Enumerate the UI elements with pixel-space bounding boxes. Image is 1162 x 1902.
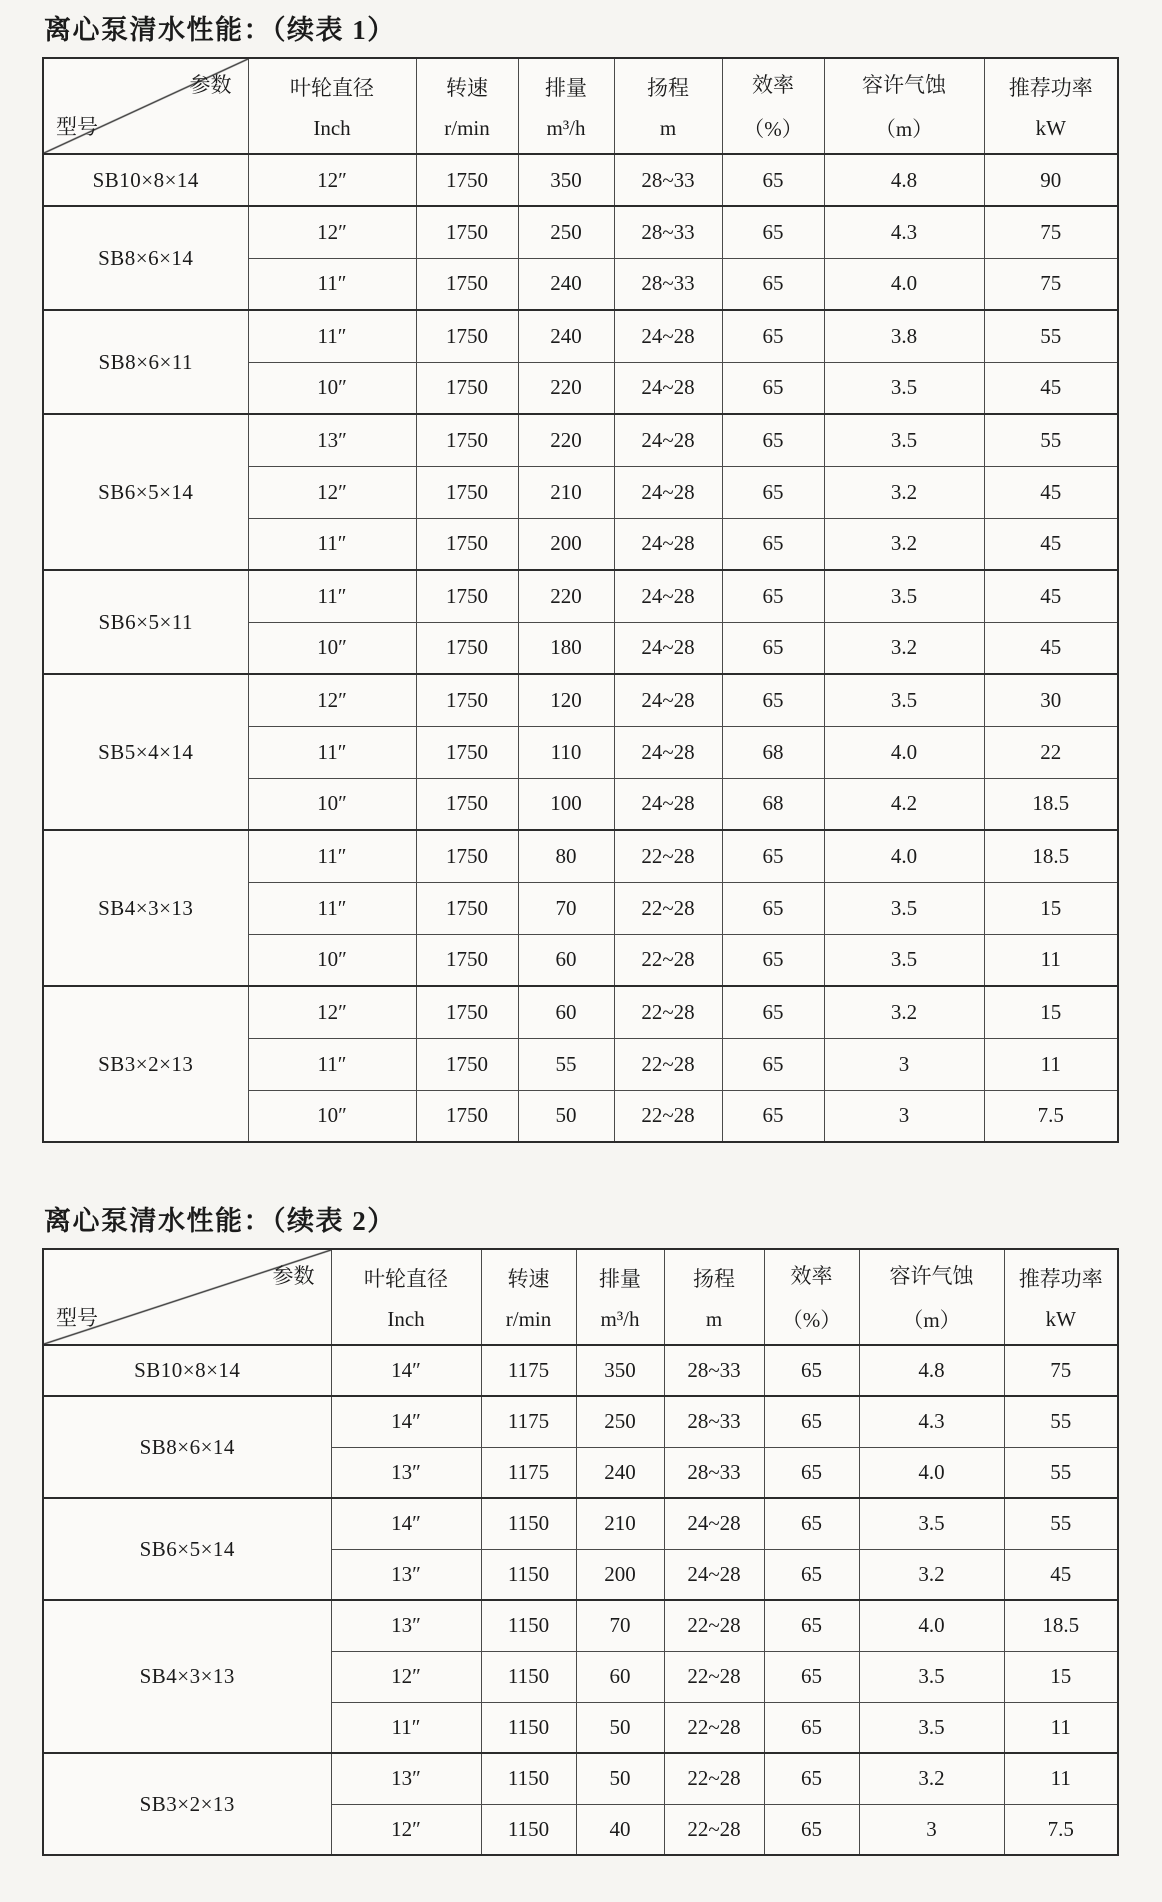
column-header-unit: （m） [874, 117, 934, 141]
power-cell: 45 [984, 518, 1118, 570]
column-header-name: 转速 [507, 1266, 550, 1291]
column-header-name: 效率 [790, 1264, 833, 1288]
speed-cell: 1175 [481, 1396, 576, 1447]
model-cell: SB3×2×13 [43, 1753, 331, 1855]
flow-cell: 210 [518, 466, 614, 518]
power-cell: 55 [1004, 1498, 1118, 1549]
head-cell: 22~28 [664, 1702, 764, 1753]
column-header [576, 1249, 664, 1345]
column-header-name: 叶轮直径 [290, 75, 374, 100]
table-row [43, 414, 1118, 466]
head-cell: 22~28 [664, 1804, 764, 1855]
speed-cell: 1150 [481, 1498, 576, 1549]
speed-cell: 1750 [416, 362, 518, 414]
column-header-unit: （%） [781, 1308, 842, 1332]
flow-cell: 50 [576, 1702, 664, 1753]
impeller-diameter-cell: 11″ [248, 726, 416, 778]
head-cell: 28~33 [664, 1447, 764, 1498]
power-cell: 11 [984, 934, 1118, 986]
column-header [518, 58, 614, 154]
table-row [43, 310, 1118, 362]
efficiency-cell: 65 [764, 1651, 859, 1702]
efficiency-cell: 65 [722, 206, 824, 258]
column-header [984, 58, 1118, 154]
impeller-diameter-cell: 13″ [248, 414, 416, 466]
column-header [248, 58, 416, 154]
impeller-diameter-cell: 11″ [248, 882, 416, 934]
speed-cell: 1750 [416, 518, 518, 570]
model-cell: SB8×6×14 [43, 206, 248, 310]
flow-cell: 200 [576, 1549, 664, 1600]
impeller-diameter-cell: 13″ [331, 1549, 481, 1600]
column-header [824, 58, 984, 154]
model-cell: SB8×6×11 [43, 310, 248, 414]
speed-cell: 1750 [416, 674, 518, 726]
header-corner-parameter: 参数 [189, 73, 232, 97]
power-cell: 90 [984, 154, 1118, 206]
table-body [43, 154, 1118, 1142]
model-cell: SB4×3×13 [43, 1600, 331, 1753]
power-cell: 15 [984, 882, 1118, 934]
column-header-unit: Inch [387, 1306, 425, 1331]
head-cell: 28~33 [664, 1345, 764, 1396]
npsh-cell: 3.2 [824, 518, 984, 570]
npsh-cell: 4.0 [824, 258, 984, 310]
flow-cell: 110 [518, 726, 614, 778]
head-cell: 24~28 [614, 310, 722, 362]
table-row [43, 570, 1118, 622]
speed-cell: 1150 [481, 1549, 576, 1600]
impeller-diameter-cell: 13″ [331, 1600, 481, 1651]
impeller-diameter-cell: 12″ [331, 1804, 481, 1855]
flow-cell: 350 [576, 1345, 664, 1396]
speed-cell: 1750 [416, 570, 518, 622]
head-cell: 24~28 [614, 362, 722, 414]
speed-cell: 1750 [416, 1038, 518, 1090]
impeller-diameter-cell: 11″ [248, 310, 416, 362]
efficiency-cell: 65 [722, 362, 824, 414]
table-row [43, 830, 1118, 882]
npsh-cell: 4.8 [824, 154, 984, 206]
head-cell: 22~28 [664, 1651, 764, 1702]
head-cell: 22~28 [614, 1090, 722, 1142]
efficiency-cell: 65 [722, 1038, 824, 1090]
power-cell: 15 [984, 986, 1118, 1038]
efficiency-cell: 65 [722, 258, 824, 310]
power-cell: 18.5 [1004, 1600, 1118, 1651]
impeller-diameter-cell: 11″ [248, 570, 416, 622]
column-header-unit: kW [1045, 1306, 1076, 1331]
npsh-cell: 3.5 [824, 934, 984, 986]
npsh-cell: 4.0 [824, 726, 984, 778]
head-cell: 24~28 [614, 778, 722, 830]
efficiency-cell: 65 [764, 1702, 859, 1753]
speed-cell: 1750 [416, 622, 518, 674]
column-header-name: 推荐功率 [1008, 75, 1093, 100]
head-cell: 22~28 [614, 986, 722, 1038]
diagonal-header-cell [43, 58, 248, 154]
speed-cell: 1750 [416, 258, 518, 310]
flow-cell: 70 [576, 1600, 664, 1651]
npsh-cell: 4.3 [859, 1396, 1004, 1447]
impeller-diameter-cell: 14″ [331, 1498, 481, 1549]
efficiency-cell: 65 [764, 1753, 859, 1804]
impeller-diameter-cell: 13″ [331, 1753, 481, 1804]
flow-cell: 120 [518, 674, 614, 726]
column-header-name: 效率 [752, 73, 794, 97]
efficiency-cell: 65 [722, 674, 824, 726]
model-cell: SB6×5×14 [43, 1498, 331, 1600]
head-cell: 24~28 [614, 466, 722, 518]
flow-cell: 240 [518, 258, 614, 310]
speed-cell: 1750 [416, 310, 518, 362]
impeller-diameter-cell: 12″ [248, 986, 416, 1038]
diagonal-header-cell [43, 1249, 331, 1345]
column-header [722, 58, 824, 154]
head-cell: 22~28 [614, 882, 722, 934]
head-cell: 22~28 [614, 830, 722, 882]
impeller-diameter-cell: 12″ [248, 674, 416, 726]
impeller-diameter-cell: 11″ [248, 518, 416, 570]
power-cell: 15 [1004, 1651, 1118, 1702]
speed-cell: 1750 [416, 1090, 518, 1142]
efficiency-cell: 65 [764, 1549, 859, 1600]
power-cell: 11 [1004, 1753, 1118, 1804]
head-cell: 24~28 [664, 1498, 764, 1549]
npsh-cell: 3 [824, 1038, 984, 1090]
power-cell: 18.5 [984, 830, 1118, 882]
efficiency-cell: 65 [722, 570, 824, 622]
efficiency-cell: 65 [764, 1345, 859, 1396]
flow-cell: 50 [518, 1090, 614, 1142]
speed-cell: 1750 [416, 206, 518, 258]
table-row [43, 1345, 1118, 1396]
npsh-cell: 3.2 [824, 622, 984, 674]
impeller-diameter-cell: 11″ [331, 1702, 481, 1753]
speed-cell: 1750 [416, 466, 518, 518]
power-cell: 45 [984, 570, 1118, 622]
npsh-cell: 4.3 [824, 206, 984, 258]
model-cell: SB3×2×13 [43, 986, 248, 1142]
impeller-diameter-cell: 12″ [331, 1651, 481, 1702]
efficiency-cell: 65 [764, 1447, 859, 1498]
power-cell: 55 [1004, 1396, 1118, 1447]
power-cell: 45 [1004, 1549, 1118, 1600]
npsh-cell: 4.0 [859, 1447, 1004, 1498]
table-row [43, 986, 1118, 1038]
flow-cell: 350 [518, 154, 614, 206]
pump-table-section-1 [0, 8, 1162, 1143]
npsh-cell: 3.5 [824, 362, 984, 414]
column-header-unit: r/min [505, 1306, 552, 1331]
column-header-unit: m³/h [600, 1306, 640, 1331]
column-header-unit: r/min [444, 115, 490, 140]
column-header [859, 1249, 1004, 1345]
npsh-cell: 3.5 [859, 1498, 1004, 1549]
impeller-diameter-cell: 11″ [248, 1038, 416, 1090]
impeller-diameter-cell: 14″ [331, 1345, 481, 1396]
flow-cell: 60 [518, 986, 614, 1038]
efficiency-cell: 65 [764, 1498, 859, 1549]
speed-cell: 1750 [416, 986, 518, 1038]
power-cell: 75 [1004, 1345, 1118, 1396]
efficiency-cell: 65 [722, 414, 824, 466]
impeller-diameter-cell: 10″ [248, 1090, 416, 1142]
model-cell: SB6×5×14 [43, 414, 248, 570]
flow-cell: 220 [518, 362, 614, 414]
column-header-name: 容许气蚀 [862, 73, 946, 97]
efficiency-cell: 65 [722, 1090, 824, 1142]
efficiency-cell: 68 [722, 778, 824, 830]
power-cell: 11 [984, 1038, 1118, 1090]
impeller-diameter-cell: 12″ [248, 466, 416, 518]
flow-cell: 220 [518, 414, 614, 466]
efficiency-cell: 65 [722, 310, 824, 362]
column-header-unit: m [705, 1306, 723, 1331]
impeller-diameter-cell: 11″ [248, 830, 416, 882]
efficiency-cell: 65 [764, 1600, 859, 1651]
flow-cell: 240 [518, 310, 614, 362]
speed-cell: 1750 [416, 154, 518, 206]
npsh-cell: 3.5 [824, 674, 984, 726]
header-corner-model: 型号 [56, 1306, 98, 1330]
table-row [43, 206, 1118, 258]
power-cell: 7.5 [1004, 1804, 1118, 1855]
power-cell: 55 [984, 414, 1118, 466]
head-cell: 28~33 [614, 154, 722, 206]
head-cell: 24~28 [614, 570, 722, 622]
speed-cell: 1750 [416, 778, 518, 830]
power-cell: 30 [984, 674, 1118, 726]
flow-cell: 50 [576, 1753, 664, 1804]
head-cell: 22~28 [664, 1753, 764, 1804]
impeller-diameter-cell: 14″ [331, 1396, 481, 1447]
column-header [481, 1249, 576, 1345]
npsh-cell: 3.2 [859, 1549, 1004, 1600]
head-cell: 22~28 [614, 934, 722, 986]
table-body [43, 1345, 1118, 1855]
power-cell: 22 [984, 726, 1118, 778]
impeller-diameter-cell: 12″ [248, 206, 416, 258]
table-title: 离心泵清水性能：（续表 2） [44, 1206, 396, 1236]
speed-cell: 1150 [481, 1753, 576, 1804]
flow-cell: 210 [576, 1498, 664, 1549]
impeller-diameter-cell: 13″ [331, 1447, 481, 1498]
speed-cell: 1175 [481, 1345, 576, 1396]
head-cell: 24~28 [614, 622, 722, 674]
table-title: 离心泵清水性能：（续表 1） [44, 15, 396, 45]
flow-cell: 100 [518, 778, 614, 830]
power-cell: 18.5 [984, 778, 1118, 830]
speed-cell: 1175 [481, 1447, 576, 1498]
npsh-cell: 3.2 [824, 986, 984, 1038]
table-row [43, 1498, 1118, 1549]
head-cell: 24~28 [614, 414, 722, 466]
column-header-name: 转速 [446, 75, 488, 100]
speed-cell: 1750 [416, 414, 518, 466]
table-header [43, 1249, 1118, 1345]
column-header-unit: m [659, 115, 677, 140]
flow-cell: 80 [518, 830, 614, 882]
column-header-name: 扬程 [693, 1266, 735, 1291]
speed-cell: 1750 [416, 830, 518, 882]
flow-cell: 180 [518, 622, 614, 674]
power-cell: 45 [984, 466, 1118, 518]
npsh-cell: 3.5 [824, 882, 984, 934]
flow-cell: 60 [576, 1651, 664, 1702]
model-cell: SB10×8×14 [43, 1345, 331, 1396]
npsh-cell: 3 [859, 1804, 1004, 1855]
table-row [43, 1396, 1118, 1447]
flow-cell: 40 [576, 1804, 664, 1855]
impeller-diameter-cell: 10″ [248, 778, 416, 830]
power-cell: 45 [984, 362, 1118, 414]
head-cell: 28~33 [614, 258, 722, 310]
table-row [43, 674, 1118, 726]
flow-cell: 70 [518, 882, 614, 934]
column-header-name: 容许气蚀 [889, 1264, 974, 1288]
pump-table-section-2 [0, 1199, 1162, 1856]
npsh-cell: 3.5 [824, 414, 984, 466]
head-cell: 22~28 [614, 1038, 722, 1090]
impeller-diameter-cell: 12″ [248, 154, 416, 206]
speed-cell: 1150 [481, 1804, 576, 1855]
npsh-cell: 4.2 [824, 778, 984, 830]
npsh-cell: 3.5 [824, 570, 984, 622]
column-header [416, 58, 518, 154]
head-cell: 24~28 [664, 1549, 764, 1600]
npsh-cell: 3.5 [859, 1651, 1004, 1702]
table-row [43, 1753, 1118, 1804]
power-cell: 55 [1004, 1447, 1118, 1498]
npsh-cell: 4.0 [859, 1600, 1004, 1651]
column-header-name: 叶轮直径 [364, 1266, 448, 1291]
impeller-diameter-cell: 10″ [248, 362, 416, 414]
column-header-name: 扬程 [647, 75, 689, 100]
head-cell: 22~28 [664, 1600, 764, 1651]
power-cell: 75 [984, 206, 1118, 258]
npsh-cell: 3 [824, 1090, 984, 1142]
efficiency-cell: 65 [722, 934, 824, 986]
power-cell: 45 [984, 622, 1118, 674]
efficiency-cell: 65 [722, 518, 824, 570]
column-header-name: 排量 [545, 75, 587, 100]
flow-cell: 250 [518, 206, 614, 258]
column-header [664, 1249, 764, 1345]
column-header-name: 排量 [599, 1266, 641, 1291]
pump-performance-table-2 [42, 1248, 1119, 1856]
column-header [331, 1249, 481, 1345]
flow-cell: 60 [518, 934, 614, 986]
header-corner-model: 型号 [56, 115, 98, 139]
speed-cell: 1150 [481, 1651, 576, 1702]
efficiency-cell: 65 [722, 830, 824, 882]
model-cell: SB4×3×13 [43, 830, 248, 986]
npsh-cell: 4.8 [859, 1345, 1004, 1396]
model-cell: SB8×6×14 [43, 1396, 331, 1498]
power-cell: 55 [984, 310, 1118, 362]
efficiency-cell: 65 [722, 986, 824, 1038]
npsh-cell: 3.2 [824, 466, 984, 518]
column-header-unit: （%） [743, 117, 803, 141]
model-cell: SB6×5×11 [43, 570, 248, 674]
speed-cell: 1750 [416, 726, 518, 778]
speed-cell: 1750 [416, 934, 518, 986]
efficiency-cell: 65 [764, 1396, 859, 1447]
column-header [1004, 1249, 1118, 1345]
efficiency-cell: 65 [722, 154, 824, 206]
flow-cell: 55 [518, 1038, 614, 1090]
speed-cell: 1750 [416, 882, 518, 934]
efficiency-cell: 65 [722, 466, 824, 518]
speed-cell: 1150 [481, 1702, 576, 1753]
power-cell: 7.5 [984, 1090, 1118, 1142]
power-cell: 11 [1004, 1702, 1118, 1753]
column-header-name: 推荐功率 [1018, 1266, 1103, 1291]
impeller-diameter-cell: 10″ [248, 622, 416, 674]
header-corner-parameter: 参数 [272, 1264, 315, 1288]
flow-cell: 240 [576, 1447, 664, 1498]
npsh-cell: 3.2 [859, 1753, 1004, 1804]
model-cell: SB5×4×14 [43, 674, 248, 830]
flow-cell: 250 [576, 1396, 664, 1447]
head-cell: 24~28 [614, 518, 722, 570]
head-cell: 28~33 [614, 206, 722, 258]
flow-cell: 200 [518, 518, 614, 570]
head-cell: 24~28 [614, 726, 722, 778]
head-cell: 28~33 [664, 1396, 764, 1447]
column-header-unit: m³/h [546, 115, 586, 140]
impeller-diameter-cell: 10″ [248, 934, 416, 986]
efficiency-cell: 65 [722, 622, 824, 674]
table-header [43, 58, 1118, 154]
speed-cell: 1150 [481, 1600, 576, 1651]
table-row [43, 1600, 1118, 1651]
pump-performance-table-1 [42, 57, 1119, 1143]
efficiency-cell: 65 [764, 1804, 859, 1855]
table-row [43, 154, 1118, 206]
flow-cell: 220 [518, 570, 614, 622]
npsh-cell: 3.5 [859, 1702, 1004, 1753]
impeller-diameter-cell: 11″ [248, 258, 416, 310]
column-header [614, 58, 722, 154]
column-header [764, 1249, 859, 1345]
npsh-cell: 3.8 [824, 310, 984, 362]
head-cell: 24~28 [614, 674, 722, 726]
column-header-unit: Inch [313, 115, 351, 140]
power-cell: 75 [984, 258, 1118, 310]
npsh-cell: 4.0 [824, 830, 984, 882]
column-header-unit: （m） [902, 1308, 961, 1332]
model-cell: SB10×8×14 [43, 154, 248, 206]
efficiency-cell: 65 [722, 882, 824, 934]
column-header-unit: kW [1035, 115, 1066, 140]
efficiency-cell: 68 [722, 726, 824, 778]
